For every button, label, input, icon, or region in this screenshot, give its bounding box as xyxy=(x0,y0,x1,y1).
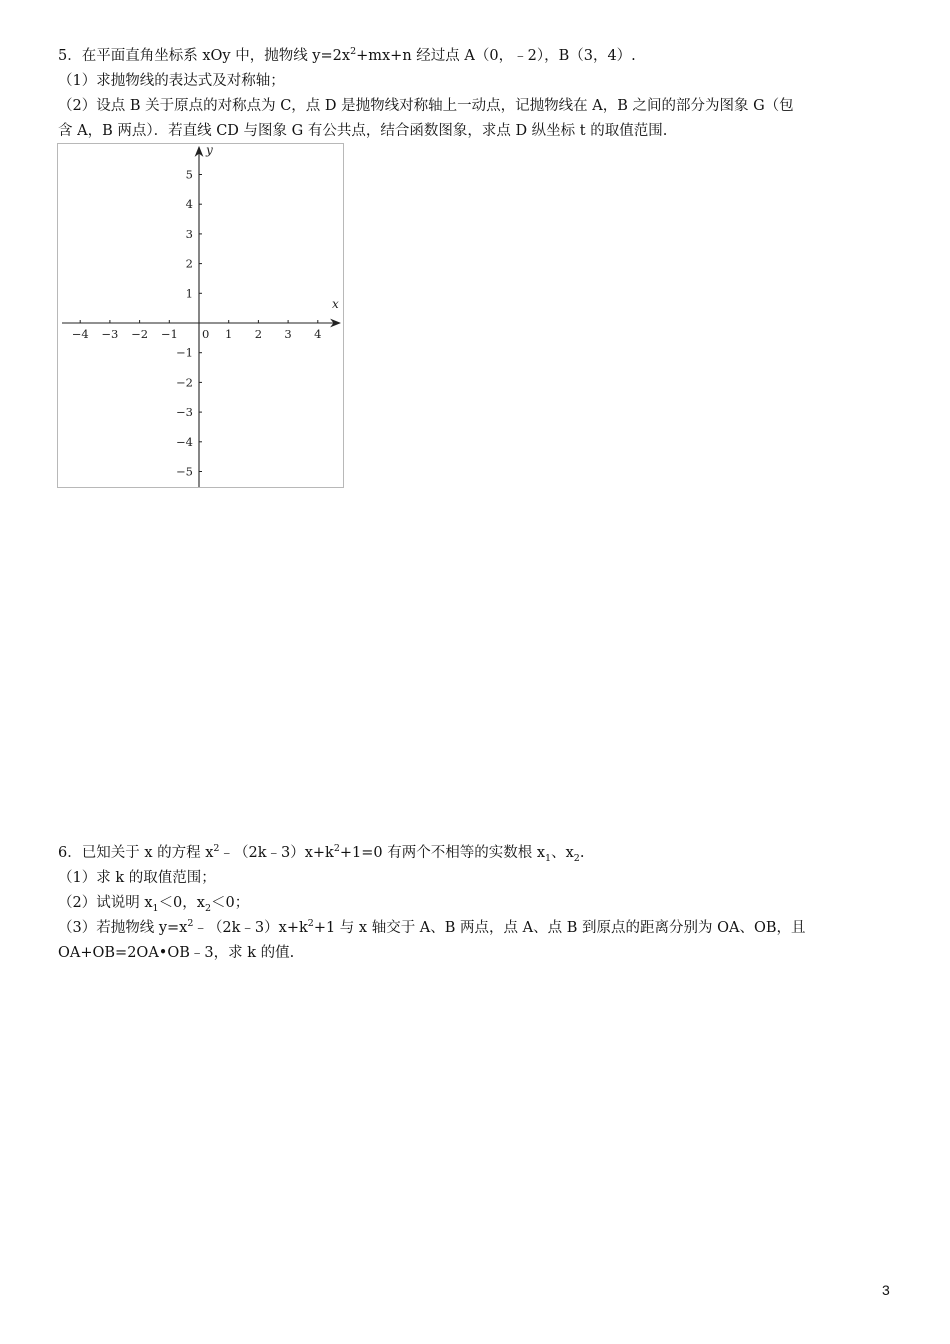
page-number: 3 xyxy=(882,1282,890,1298)
y-tick-label: −4 xyxy=(176,434,193,449)
q6-part2-text: （2）试说明 x xyxy=(58,895,153,911)
q6-stem-sup: 2 xyxy=(213,843,220,855)
q5-part2-line2: 含 A，B 两点）．若直线 CD 与图象 G 有公共点，结合函数图象，求点 D 纵坐标 t 的取值范围. xyxy=(58,123,668,139)
q6-part3-text-3: +1 与 x 轴交于 A、B 两点，点 A、点 B 到原点的距离分别为 OA、OB，且 xyxy=(313,920,806,936)
x-tick-label: −4 xyxy=(71,327,89,341)
q6-stem-text-4: 、x xyxy=(551,845,574,861)
y-tick-label: 1 xyxy=(185,286,193,301)
x-tick-label: −1 xyxy=(160,327,178,341)
q6-stem-text-5: . xyxy=(579,845,585,861)
y-tick-label: 2 xyxy=(185,256,193,271)
q6-part3-text-2: ﹣（2k﹣3）x+k xyxy=(193,920,308,936)
x-tick-label: 2 xyxy=(254,327,263,341)
q5-stem xyxy=(58,46,636,66)
q6-stem-sub-2: 2 xyxy=(573,852,580,864)
y-tick-label: 3 xyxy=(185,226,193,241)
q6-part2-sub-2: 2 xyxy=(204,902,212,914)
x-tick-label: 1 xyxy=(225,327,233,341)
q6-part1: （1）求 k 的取值范围； xyxy=(58,870,216,886)
y-tick-label: 5 xyxy=(185,167,193,182)
q6-part3-sup: 2 xyxy=(187,918,194,930)
q6-stem-sup-2: 2 xyxy=(333,843,340,855)
x-tick-label: 4 xyxy=(314,327,322,341)
y-tick-label: −1 xyxy=(176,345,193,360)
x-tick-label: 3 xyxy=(284,327,292,341)
x-tick-label: −2 xyxy=(131,327,149,341)
x-tick-label: −3 xyxy=(101,327,119,341)
q6-part2 xyxy=(58,893,249,913)
q6-part2-sub-1: 1 xyxy=(152,902,159,914)
y-axis-label: y xyxy=(206,144,213,157)
x-axis-label: x xyxy=(332,297,339,311)
q6-stem-text-2: ﹣（2k﹣3）x+k xyxy=(219,845,334,861)
y-tick-label: 4 xyxy=(185,197,193,212)
q5-part2-line1: （2）设点 B 关于原点的对称点为 C，点 D 是抛物线对称轴上一动点，记抛物线在 A，B 之间的部分为图象 G（包 xyxy=(58,98,794,114)
q5-stem-text: 5．在平面直角坐标系 xOy 中，抛物线 y=2x xyxy=(58,48,351,64)
coordinate-figure xyxy=(57,143,344,488)
origin-label: 0 xyxy=(202,327,210,341)
q5-stem-sup: 2 xyxy=(350,46,357,58)
q6-stem-text-3: +1=0 有两个不相等的实数根 x xyxy=(339,845,546,861)
q6-part3-sup-2: 2 xyxy=(307,918,314,930)
q6-stem-sub-1: 1 xyxy=(545,852,552,864)
y-tick-label: −5 xyxy=(176,464,193,479)
q6-stem xyxy=(58,843,584,863)
q5-part1: （1）求抛物线的表达式及对称轴； xyxy=(58,73,285,89)
y-tick-label: −2 xyxy=(176,375,193,390)
q6-part2-text-2: ＜0，x xyxy=(158,895,205,911)
q6-part2-text-3: ＜0； xyxy=(211,895,250,911)
q6-part3-line2: OA+OB=2OA•OB﹣3，求 k 的值. xyxy=(58,945,295,961)
coordinate-axes xyxy=(58,144,343,487)
y-tick-label: −3 xyxy=(176,405,193,420)
q6-part3-line1 xyxy=(58,918,806,938)
q6-part3-text: （3）若抛物线 y=x xyxy=(58,920,188,936)
q5-stem-text-2: +mx+n 经过点 A（0，﹣2），B（3，4）. xyxy=(356,48,636,64)
q6-stem-text: 6．已知关于 x 的方程 x xyxy=(58,845,214,861)
